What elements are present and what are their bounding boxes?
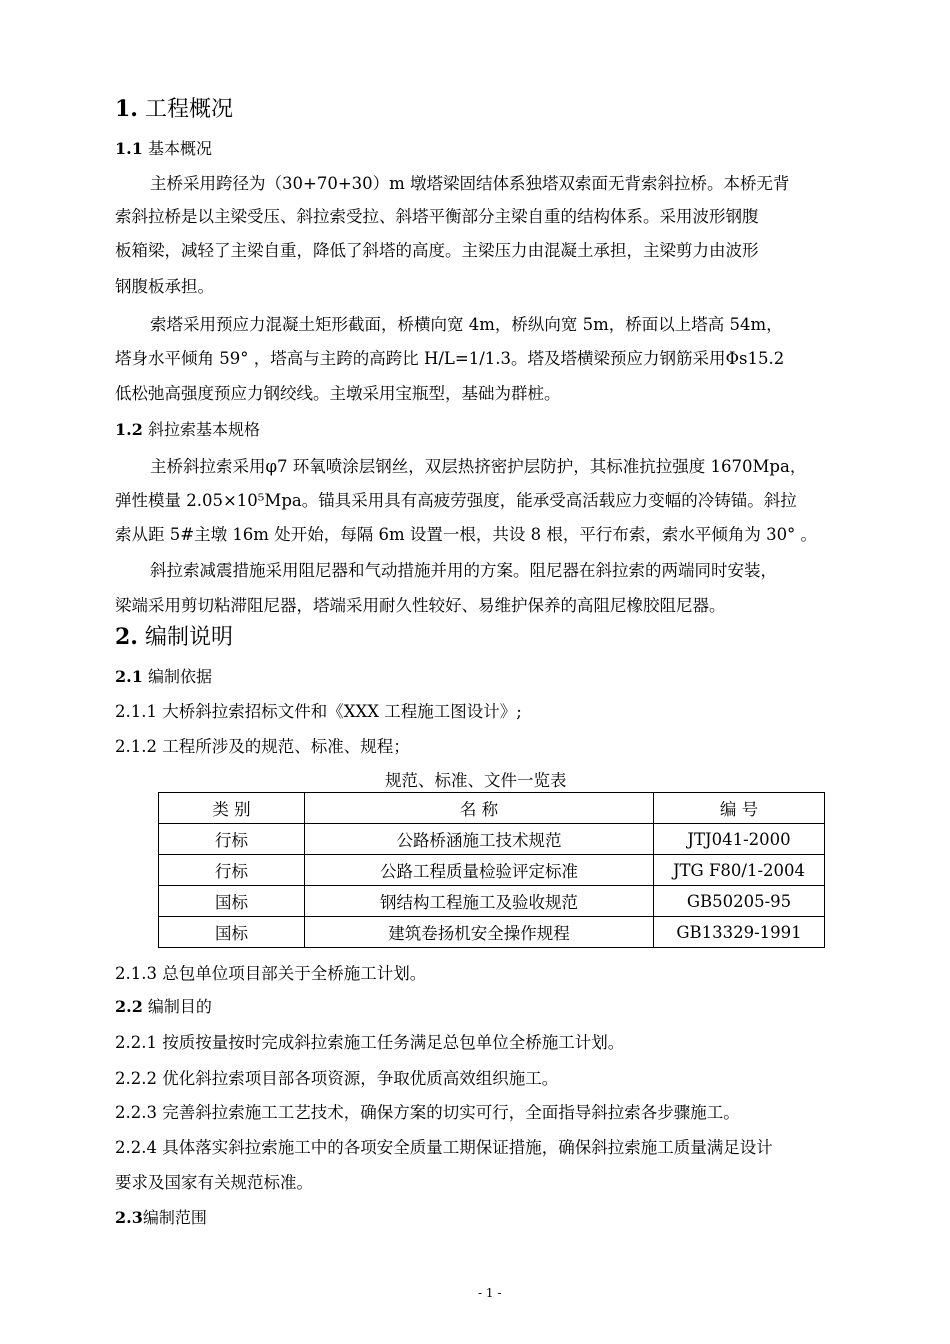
table-cell: 建筑卷扬机安全操作规程 <box>305 917 654 948</box>
table-row <box>159 886 825 917</box>
table-row <box>159 855 825 886</box>
paragraph-line: 梁端采用剪切粘滞阻尼器，塔端采用耐久性较好、易维护保养的高阻尼橡胶阻尼器。 <box>115 596 726 615</box>
paragraph-line: 斜拉索减震措施采用阻尼器和气动措施并用的方案。阻尼器在斜拉索的两端同时安装， <box>150 561 777 580</box>
table-header-cell: 编 号 <box>654 793 825 824</box>
heading-section-1-2 <box>115 417 260 440</box>
table-header-cell: 类 别 <box>159 793 305 824</box>
paragraph-line: 塔身水平倾角 59° ，塔高与主跨的高跨比 H/L=1/1.3。塔及塔横梁预应力钢筋采用Φs15.2 <box>115 349 785 368</box>
paragraph-line: 低松弛高强度预应力钢绞线。主墩采用宝瓶型，基础为群桩。 <box>115 384 561 403</box>
standards-table <box>158 792 825 948</box>
list-item: 2.1.1 大桥斜拉索招标文件和《XXX 工程施工图设计》; <box>115 702 522 721</box>
table-cell: GB50205-95 <box>654 886 825 917</box>
table-cell: 钢结构工程施工及验收规范 <box>305 886 654 917</box>
heading-title: 工程概况 <box>144 97 233 122</box>
table-cell: JTJ041-2000 <box>654 824 825 855</box>
heading-number: 2.1 <box>115 667 143 686</box>
table-header-row <box>159 793 825 824</box>
table-header-cell: 名 称 <box>305 793 654 824</box>
heading-number: 1.1 <box>115 139 143 158</box>
heading-title: 编制依据 <box>147 667 212 686</box>
list-item: 2.2.4 具体落实斜拉索施工中的各项安全质量工期保证措施，确保斜拉索施工质量满足设计 <box>115 1138 773 1157</box>
heading-section-2 <box>115 620 233 651</box>
table-cell: GB13329-1991 <box>654 917 825 948</box>
heading-title: 编制说明 <box>144 625 233 650</box>
table-row <box>159 824 825 855</box>
table-cell: 国标 <box>159 886 305 917</box>
heading-number: 1.2 <box>115 420 143 439</box>
heading-title: 基本概况 <box>147 139 212 158</box>
heading-section-1-1 <box>115 136 212 159</box>
heading-section-1 <box>115 92 233 123</box>
table-cell: 行标 <box>159 855 305 886</box>
table-cell: 公路工程质量检验评定标准 <box>305 855 654 886</box>
heading-section-2-1 <box>115 664 212 687</box>
table-caption: 规范、标准、文件一览表 <box>385 771 567 790</box>
table-row <box>159 917 825 948</box>
heading-number: 1. <box>115 96 138 122</box>
paragraph-line: 索塔采用预应力混凝土矩形截面，桥横向宽 4m，桥纵向宽 5m，桥面以上塔高 54m， <box>150 315 783 334</box>
heading-number: 2. <box>115 624 138 650</box>
table-cell: JTG F80/1-2004 <box>654 855 825 886</box>
heading-number: 2.2 <box>115 997 143 1016</box>
list-item: 2.2.2 优化斜拉索项目部各项资源，争取优质高效组织施工。 <box>115 1069 559 1088</box>
heading-title: 编制范围 <box>142 1208 207 1227</box>
heading-title: 斜拉索基本规格 <box>147 420 260 439</box>
heading-title: 编制目的 <box>142 997 212 1016</box>
paragraph-line: 弹性模量 2.05×10⁵Mpa。锚具采用具有高疲劳强度，能承受高活载应力变幅的冷铸锚。斜拉 <box>115 491 797 510</box>
paragraph-line: 主桥采用跨径为（30+70+30）m 墩塔梁固结体系独塔双索面无背索斜拉桥。本桥无背 <box>150 174 790 193</box>
paragraph-line: 钢腹板承担。 <box>115 277 214 296</box>
paragraph-line: 板箱梁，减轻了主梁自重，降低了斜塔的高度。主梁压力由混凝土承担，主梁剪力由波形 <box>115 241 759 260</box>
paragraph-line: 索从距 5#主墩 16m 处开始，每隔 6m 设置一根，共设 8 根，平行布索，索水平倾角为 30° 。 <box>115 525 818 544</box>
page-number: - 1 - <box>478 1286 502 1300</box>
table-cell: 国标 <box>159 917 305 948</box>
paragraph-line: 主桥斜拉索采用φ7 环氧喷涂层钢丝，双层热挤密护层防护，其标准抗拉强度 1670Mpa， <box>150 457 807 476</box>
paragraph-line: 索斜拉桥是以主梁受压、斜拉索受拉、斜塔平衡部分主梁自重的结构体系。采用波形钢腹 <box>115 207 759 226</box>
list-item: 2.2.3 完善斜拉索施工工艺技术，确保方案的切实可行，全面指导斜拉索各步骤施工。 <box>115 1103 740 1122</box>
table-cell: 公路桥涵施工技术规范 <box>305 824 654 855</box>
list-item: 2.1.2 工程所涉及的规范、标准、规程； <box>115 737 410 756</box>
table-cell: 行标 <box>159 824 305 855</box>
heading-number: 2.3 <box>115 1208 143 1227</box>
heading-section-2-2 <box>115 994 212 1017</box>
list-item: 2.1.3 总包单位项目部关于全桥施工计划。 <box>115 964 427 983</box>
list-item: 2.2.1 按质按量按时完成斜拉索施工任务满足总包单位全桥施工计划。 <box>115 1033 625 1052</box>
heading-section-2-3 <box>115 1205 207 1228</box>
list-item: 要求及国家有关规范标准。 <box>115 1173 313 1192</box>
